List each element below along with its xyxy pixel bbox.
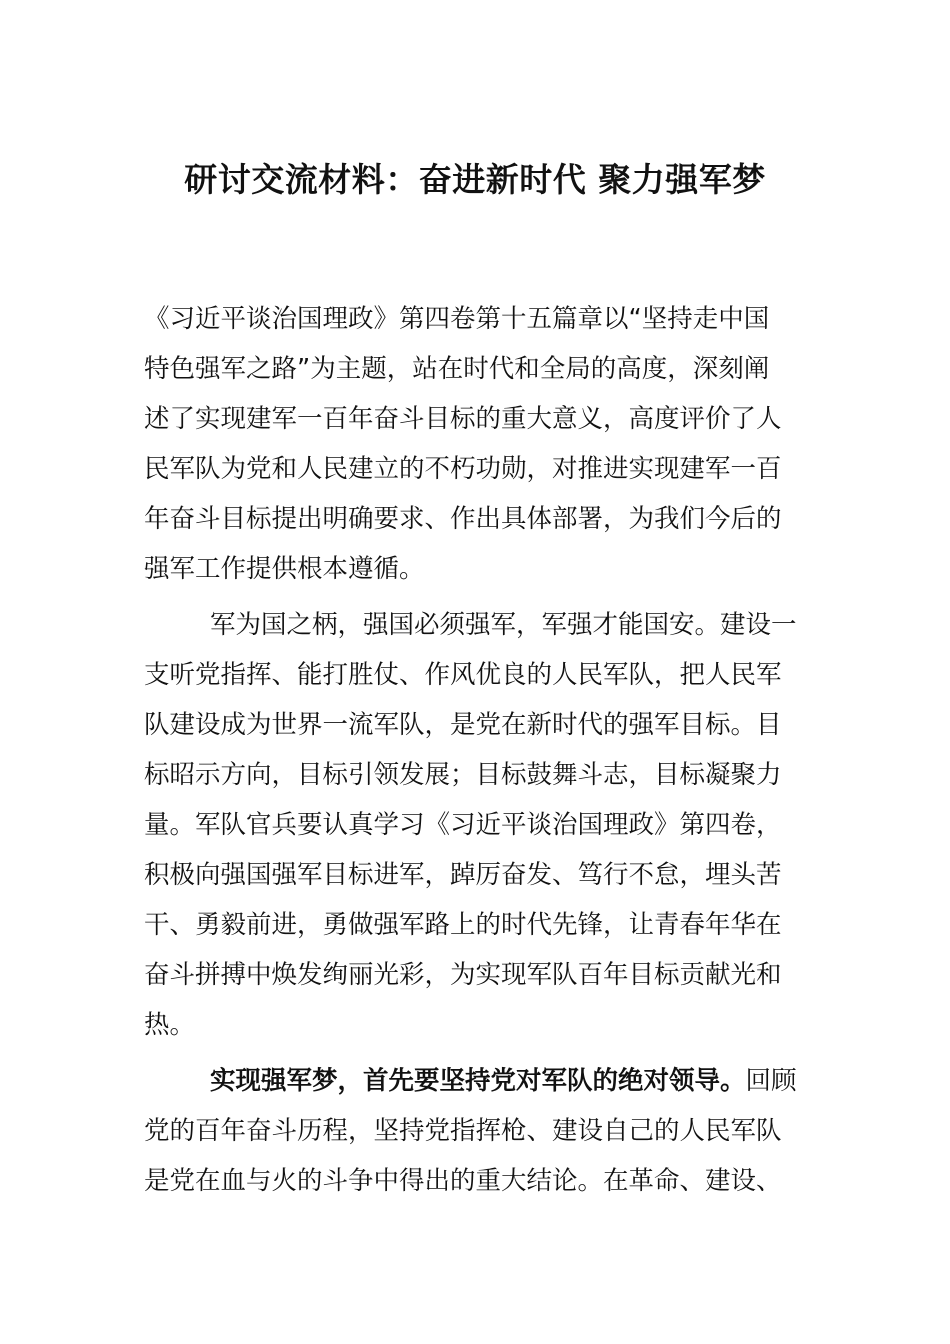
lead-rest-text: 回顾	[745, 1066, 797, 1096]
bold-heading-phrase: 实现强军梦，首先要坚持党对军队的绝对领导。	[210, 1066, 746, 1096]
text-line: 述了实现建军一百年奋斗目标的重大意义，高度评价了人	[144, 404, 782, 434]
text-line: 支听党指挥、能打胜仗、作风优良的人民军队，把人民军	[144, 660, 782, 690]
text-line: 是党在血与火的斗争中得出的重大结论。在革命、建设、	[144, 1166, 782, 1196]
text-line: 积极向强国强军目标进军，踔厉奋发、笃行不怠，埋头苦	[144, 860, 782, 890]
text-line: 军为国之柄，强国必须强军，军强才能国安。建设一	[210, 610, 797, 640]
document-body	[144, 294, 806, 1206]
document-title: 研讨交流材料：奋进新时代 聚力强军梦	[184, 160, 766, 199]
text-line: 标昭示方向，目标引领发展；目标鼓舞斗志，目标凝聚力	[144, 760, 782, 790]
text-line: 民军队为党和人民建立的不朽功勋，对推进实现建军一百	[144, 454, 782, 484]
text-line: 热。	[144, 1010, 196, 1040]
paragraph-3	[144, 1056, 806, 1206]
text-line: 《习近平谈治国理政》第四卷第十五篇章以“坚持走中国	[144, 304, 770, 334]
text-line	[144, 1056, 806, 1106]
text-line: 年奋斗目标提出明确要求、作出具体部署，为我们今后的	[144, 504, 782, 534]
text-line: 队建设成为世界一流军队，是党在新时代的强军目标。目	[144, 710, 782, 740]
text-line: 奋斗拼搏中焕发绚丽光彩，为实现军队百年目标贡献光和	[144, 960, 782, 990]
paragraph-1	[144, 294, 806, 594]
text-line: 干、勇毅前进，勇做强军路上的时代先锋，让青春年华在	[144, 910, 782, 940]
text-line: 强军工作提供根本遵循。	[144, 554, 425, 584]
text-line: 量。军队官兵要认真学习《习近平谈治国理政》第四卷，	[144, 810, 782, 840]
text-line: 党的百年奋斗历程，坚持党指挥枪、建设自己的人民军队	[144, 1116, 782, 1146]
text-line: 特色强军之路”为主题，站在时代和全局的高度，深刻阐	[144, 354, 770, 384]
paragraph-2	[144, 600, 806, 1050]
